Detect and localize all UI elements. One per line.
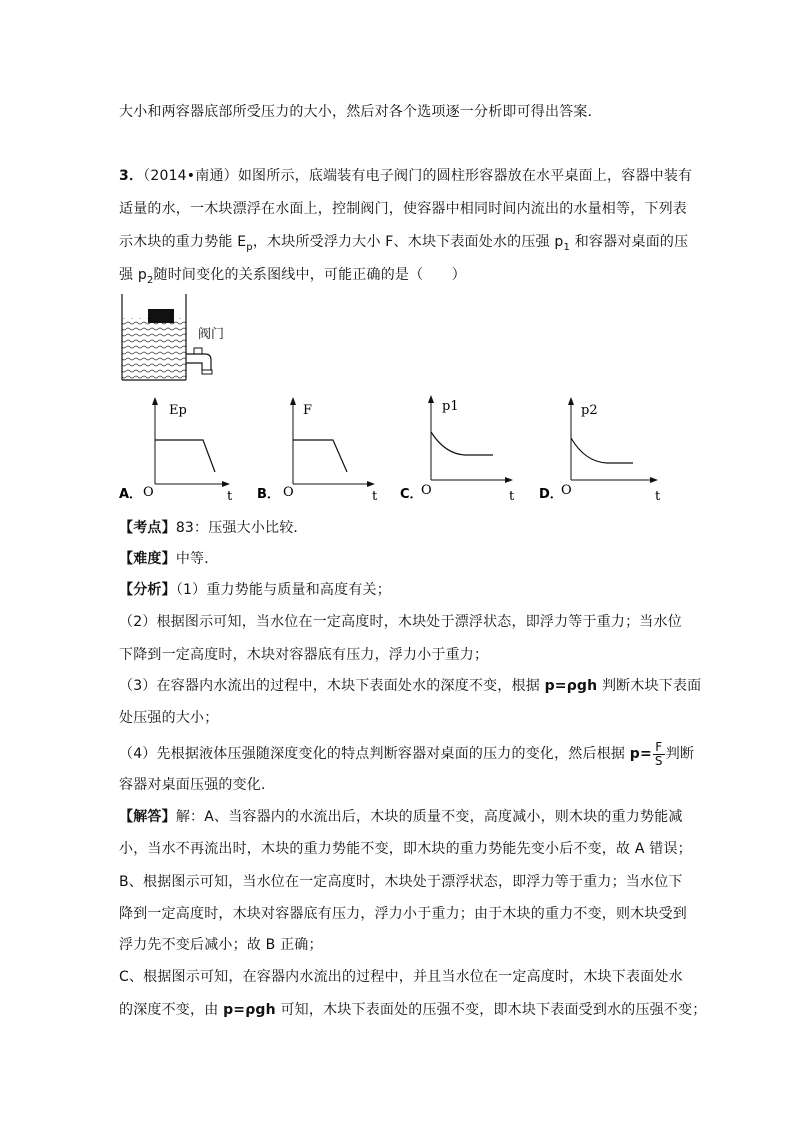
nandu-label: 【难度】 (119, 551, 176, 567)
fenxi-4b: 容器对桌面压强的变化． (119, 777, 276, 793)
option-a-graph (119, 397, 233, 504)
question-line-1 (119, 166, 692, 186)
a-ylabel: Ep (169, 403, 187, 418)
a-y-arrow-icon (152, 397, 158, 405)
kaodian-label: 【考点】 (119, 520, 176, 536)
c-curve (431, 432, 493, 455)
fenxi-3a-formula: p=ρgh (544, 678, 598, 694)
jieda-1: 解：A、当容器内的水流出后，木块的质量不变，高度减小，则木块的重力势能减 (175, 809, 683, 825)
q3-sub-1: 1 (563, 241, 571, 253)
nandu-line (119, 549, 218, 569)
b-x-arrow-icon (367, 481, 375, 487)
a-letter: A． (119, 487, 143, 502)
valve-label: 阀门 (198, 327, 225, 342)
water (122, 318, 186, 380)
jieda-4: 降到一定高度时，木块对容器底有压力，浮力小于重力；由于木块的重力不变，则木块受到 (119, 906, 687, 922)
kaodian-line (119, 518, 308, 538)
d-xlabel: t (655, 489, 661, 504)
option-c-graph (400, 395, 515, 504)
b-origin: O (283, 485, 294, 500)
intro-line: 大小和两容器底部所受压力的大小，然后对各个选项逐一分析即可得出答案． (119, 104, 602, 120)
nandu-text: 中等． (175, 551, 219, 567)
valve-faucet (186, 348, 212, 374)
c-origin: O (421, 483, 432, 498)
question-number: 3． (119, 168, 144, 184)
d-x-arrow-icon (650, 477, 658, 483)
c-letter: C． (400, 487, 423, 502)
fraction-numerator: F (653, 741, 665, 755)
a-curve (155, 440, 215, 472)
fenxi-2b: 下降到一定高度时，木块对容器底有压力，浮力小于重力； (119, 647, 489, 663)
question-line-2: 适量的水，一木块漂浮在水面上，控制阀门，使容器中相同时间内流出的水量相等，下列表 (119, 201, 687, 217)
jieda-7-formula: p=ρgh (223, 1002, 276, 1018)
fenxi-line-1 (119, 580, 391, 600)
jieda-line-1 (119, 807, 683, 827)
c-ylabel: p1 (442, 399, 459, 414)
a-origin: O (143, 485, 154, 500)
fenxi-1: （1）重力势能与质量和高度有关； (175, 582, 391, 598)
fenxi-4a-p: p= (629, 746, 652, 762)
q3-text-c: 和容器对桌面的压 (570, 234, 689, 250)
q3-text-a: 示木块的重力势能 E (119, 234, 247, 250)
jieda-5: 浮力先不变后减小；故 B 正确； (119, 937, 323, 953)
q4-text-b: 随时间变化的关系图线中，可能正确的是（ ） (153, 267, 466, 283)
c-y-arrow-icon (428, 395, 434, 403)
d-ylabel: p2 (581, 403, 598, 418)
jieda-2: 小，当水不再流出时，木块的重力势能不变，即木块的重力势能先变小后不变，故 A 错误； (119, 841, 692, 857)
jieda-3: B、根据图示可知，当水位在一定高度时，木块处于漂浮状态，即浮力等于重力；当水位下 (119, 874, 683, 890)
b-xlabel: t (372, 489, 378, 504)
b-y-arrow-icon (290, 397, 296, 405)
b-letter: B． (257, 487, 280, 502)
jieda-7-post: 可知，木块下表面处的压强不变，即木块下表面受到水的压强不变； (275, 1002, 707, 1018)
fenxi-3a (119, 676, 701, 696)
q4-sub-2: 2 (146, 274, 154, 286)
fenxi-3a-post: 判断木块下表面 (597, 678, 702, 694)
q3-sub-p: p (246, 241, 253, 253)
question-line-3 (119, 232, 688, 258)
option-graphs (115, 392, 715, 507)
question-source: （2014•南通） (143, 168, 238, 184)
kaodian-text: 83：压强大小比较． (175, 520, 308, 536)
fenxi-4a-pre: （4）先根据液体压强随深度变化的特点判断容器对桌面的压力的变化，然后根据 (119, 746, 630, 762)
fenxi-3a-pre: （3）在容器内水流出的过程中，木块下表面处水的深度不变，根据 (119, 678, 545, 694)
fenxi-2a: （2）根据图示可知，当水位在一定高度时，木块处于漂浮状态，即浮力等于重力；当水位 (119, 614, 682, 630)
d-curve (571, 438, 633, 463)
option-d-graph (539, 397, 661, 504)
b-curve (293, 440, 347, 472)
jieda-7 (119, 1000, 706, 1020)
q3-text-b: ，木块所受浮力大小 F、木块下表面处水的压强 p (252, 234, 564, 250)
fraction-denominator: S (654, 753, 663, 768)
fenxi-3b: 处压强的大小； (119, 710, 219, 726)
c-x-arrow-icon (505, 477, 513, 483)
d-letter: D． (539, 487, 563, 502)
fenxi-label: 【分析】 (119, 582, 176, 598)
q4-text-a: 强 p (119, 267, 147, 283)
jieda-label: 【解答】 (119, 809, 176, 825)
jieda-7-pre: 的深度不变，由 (119, 1002, 224, 1018)
b-ylabel: F (303, 403, 313, 418)
pressure-fraction (653, 741, 665, 768)
d-origin: O (561, 483, 572, 498)
c-xlabel: t (509, 489, 515, 504)
option-b-graph (257, 397, 378, 504)
question-line-4 (119, 265, 466, 291)
d-y-arrow-icon (568, 397, 574, 405)
container-figure (110, 290, 260, 390)
question-text-1: 如图所示，底端装有电子阀门的圆柱形容器放在水平桌面上，容器中装有 (237, 168, 693, 184)
a-x-arrow-icon (222, 481, 230, 487)
a-xlabel: t (227, 489, 233, 504)
wood-block (148, 309, 174, 323)
fenxi-4a-post: 判断 (665, 746, 695, 762)
fenxi-4a (119, 739, 694, 769)
jieda-6: C、根据图示可知，在容器内水流出的过程中，并且当水位在一定高度时，木块下表面处水 (119, 969, 683, 985)
